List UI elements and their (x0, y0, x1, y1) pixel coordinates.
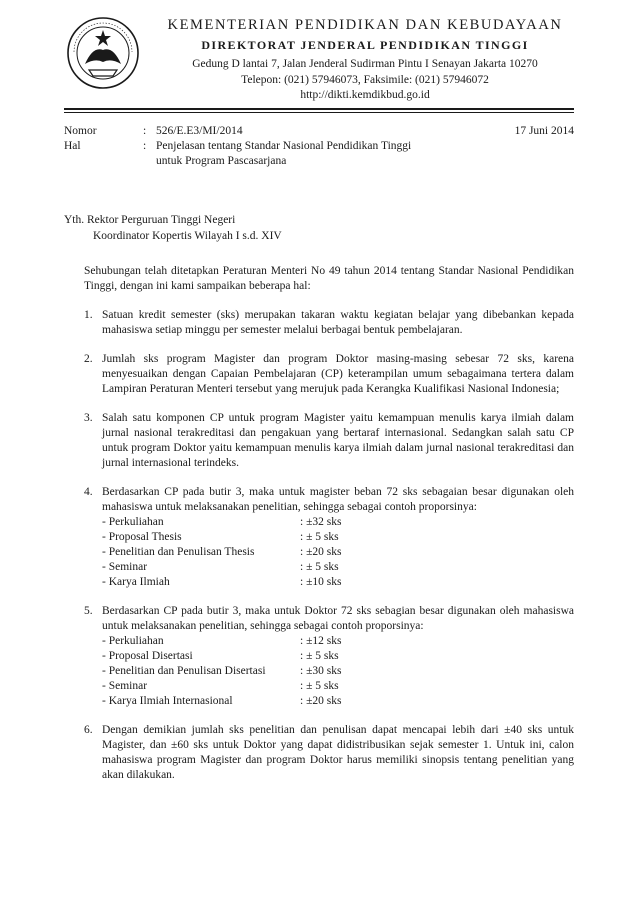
hal-value-line-1: Penjelasan tentang Standar Nasional Pendidikan Tinggi (156, 140, 412, 152)
proportion-value: : ±20 sks (300, 546, 342, 558)
item-number: 3. (84, 412, 93, 424)
magister-proportion-table (102, 515, 341, 590)
item-text: Berdasarkan CP pada butir 3, maka untuk Doktor 72 sks sebagian besar digunakan oleh mahasiswa untuk melaksanakan penelitian, sehingga sebagai contoh proporsinya: (102, 605, 574, 632)
proportion-row (102, 515, 341, 530)
item-number: 1. (84, 309, 93, 321)
proportion-row (102, 545, 341, 560)
addressee (64, 212, 282, 244)
intro-paragraph: Sehubungan telah ditetapkan Peraturan Menteri No 49 tahun 2014 tentang Standar Nasional Pendidikan Tinggi, dengan ini kami sampaikan beberapa hal: (84, 265, 574, 292)
directorate-name: DIREKTORAT JENDERAL PENDIDIKAN TINGGI (201, 38, 529, 52)
item-number: 5. (84, 605, 93, 617)
letterhead-rule-thick (64, 108, 574, 110)
letterhead (150, 16, 580, 104)
colon: : (143, 140, 147, 152)
item-text: Satuan kredit semester (sks) merupakan takaran waktu kegiatan belajar yang dibebankan kepada mahasiswa setiap minggu per semester melalui berbagai bentuk pembelajaran. (102, 309, 574, 336)
item-number: 2. (84, 353, 93, 365)
proportion-value: : ±20 sks (300, 695, 342, 707)
proportion-row (102, 679, 341, 694)
item-number: 6. (84, 724, 93, 736)
proportion-label: - Seminar (102, 680, 148, 692)
proportion-label: - Seminar (102, 561, 148, 573)
item-text: Dengan demikian jumlah sks penelitian dan penulisan dapat mencapai lebih dari ±40 sks untuk Magister, dan ±60 sks untuk Doktor yang dapat didistribusikan sejak semester 1. Untuk ini, calon mahasiswa program Magister dan program Doktor harus memiliki sinopsis tentang penelitian yang akan dilakukan. (102, 724, 574, 781)
proportion-value: : ± 5 sks (300, 680, 339, 692)
colon: : (143, 125, 147, 137)
proportion-row (102, 530, 341, 545)
proportion-label: - Perkuliahan (102, 635, 164, 647)
proportion-value: : ±12 sks (300, 635, 342, 647)
nomor-row (64, 124, 574, 139)
proportion-label: - Karya Ilmiah Internasional (102, 695, 233, 707)
letter-meta (64, 124, 574, 169)
proportion-value: : ±32 sks (300, 516, 342, 528)
letter-body (84, 264, 574, 797)
proportion-row (102, 560, 341, 575)
proportion-label: - Proposal Thesis (102, 531, 182, 543)
item-text: Jumlah sks program Magister dan program Doktor masing-masing sebesar 72 sks, karena menyesuaikan dengan Capaian Pembelajaran (CP) keterampilan umum sebagaimana tertera dalam Lampiran Peraturan Menteri tersebut yang merujuk pada Kerangka Kualifikasi Nasional Indonesia; (102, 353, 574, 395)
list-item (84, 352, 574, 397)
proportion-label: - Karya Ilmiah (102, 576, 170, 588)
list-item (84, 604, 574, 709)
office-website: http://dikti.kemdikbud.go.id (300, 89, 430, 101)
list-item (84, 723, 574, 783)
proportion-value: : ± 5 sks (300, 650, 339, 662)
addressee-line-1: Yth. Rektor Perguruan Tinggi Negeri (64, 214, 236, 226)
addressee-line-2: Koordinator Kopertis Wilayah I s.d. XIV (93, 230, 282, 242)
point-list (84, 308, 574, 783)
hal-label: Hal (64, 140, 81, 152)
letter-date: 17 Juni 2014 (514, 125, 574, 137)
list-item (84, 485, 574, 590)
nomor-label: Nomor (64, 125, 97, 137)
doktor-proportion-table (102, 634, 341, 709)
proportion-label: - Proposal Disertasi (102, 650, 193, 662)
item-text: Berdasarkan CP pada butir 3, maka untuk magister beban 72 sks sebagaian besar digunakan oleh mahasiswa untuk melaksanakan penelitian, sehingga sebagai contoh proporsinya: (102, 486, 574, 513)
item-number: 4. (84, 486, 93, 498)
proportion-label: - Penelitian dan Penulisan Thesis (102, 546, 255, 558)
proportion-row (102, 649, 341, 664)
list-item (84, 308, 574, 338)
proportion-value: : ±10 sks (300, 576, 342, 588)
item-text: Salah satu komponen CP untuk program Magister yaitu kemampuan menulis karya ilmiah dalam jurnal nasional terakreditasi dan pengakuan yang bertaraf internasional. Sedangkan salah satu CP untuk program Doktor yaitu kemampuan menulis karya ilmiah dalam jurnal nasional terakreditasi dan jurnal internasional terindeks. (102, 412, 574, 469)
proportion-label: - Penelitian dan Penulisan Disertasi (102, 665, 266, 677)
hal-row (64, 139, 574, 154)
ministry-name: KEMENTERIAN PENDIDIKAN DAN KEBUDAYAAN (167, 17, 563, 33)
proportion-value: : ± 5 sks (300, 561, 339, 573)
hal-row-continued (64, 154, 574, 169)
proportion-row (102, 575, 341, 590)
proportion-row (102, 694, 341, 709)
tut-wuri-handayani-logo (63, 16, 143, 90)
proportion-value: : ± 5 sks (300, 531, 339, 543)
hal-value-line-2: untuk Program Pascasarjana (156, 155, 287, 167)
nomor-value: 526/E.E3/MI/2014 (156, 125, 243, 137)
proportion-value: : ±30 sks (300, 665, 342, 677)
proportion-row (102, 634, 341, 649)
list-item (84, 411, 574, 471)
office-address: Gedung D lantai 7, Jalan Jenderal Sudirman Pintu I Senayan Jakarta 10270 (192, 58, 538, 70)
office-phone: Telepon: (021) 57946073, Faksimile: (021) 57946072 (241, 73, 489, 86)
proportion-label: - Perkuliahan (102, 516, 164, 528)
proportion-row (102, 664, 341, 679)
letterhead-rule-thin (64, 112, 574, 113)
